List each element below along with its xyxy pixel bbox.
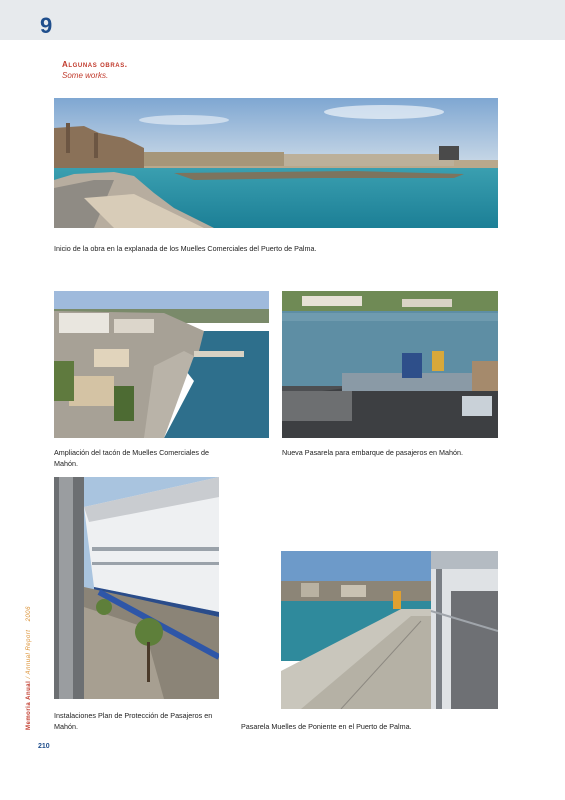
photo-palma-poniente xyxy=(281,551,498,709)
caption-palma-panorama: Inicio de la obra en la explanada de los Muelles Comerciales del Puerto de Palma. xyxy=(54,244,317,253)
sidebar-report-label: Memoria Anual / Annual Report 2006 xyxy=(26,606,32,730)
photo-mahon-aerial xyxy=(54,291,269,438)
section-subtitle: Some works. xyxy=(62,71,109,80)
page-number: 210 xyxy=(38,743,50,750)
sidebar-memoria: Memoria Anual xyxy=(26,680,32,730)
caption-mahon-aerial: Ampliación del tacón de Muelles Comerciales de Mahón. xyxy=(54,448,210,468)
sidebar-year: 2006 xyxy=(26,606,32,622)
caption-palma-poniente: Pasarela Muelles de Poniente en el Puerto de Palma. xyxy=(241,722,412,731)
caption-mahon-walkway: Nueva Pasarela para embarque de pasajeros en Mahón. xyxy=(282,448,464,457)
photo-mahon-ship xyxy=(54,477,219,699)
sidebar-annual: Annual Report xyxy=(26,629,32,675)
header-bar xyxy=(0,0,565,40)
chapter-number: 9 xyxy=(40,13,53,38)
section-title: Algunas obras. xyxy=(62,60,128,69)
photo-palma-panorama xyxy=(54,98,498,228)
caption-mahon-ship: Instalaciones Plan de Protección de Pasajeros en Mahón. xyxy=(54,711,213,731)
photo-mahon-walkway xyxy=(282,291,498,438)
